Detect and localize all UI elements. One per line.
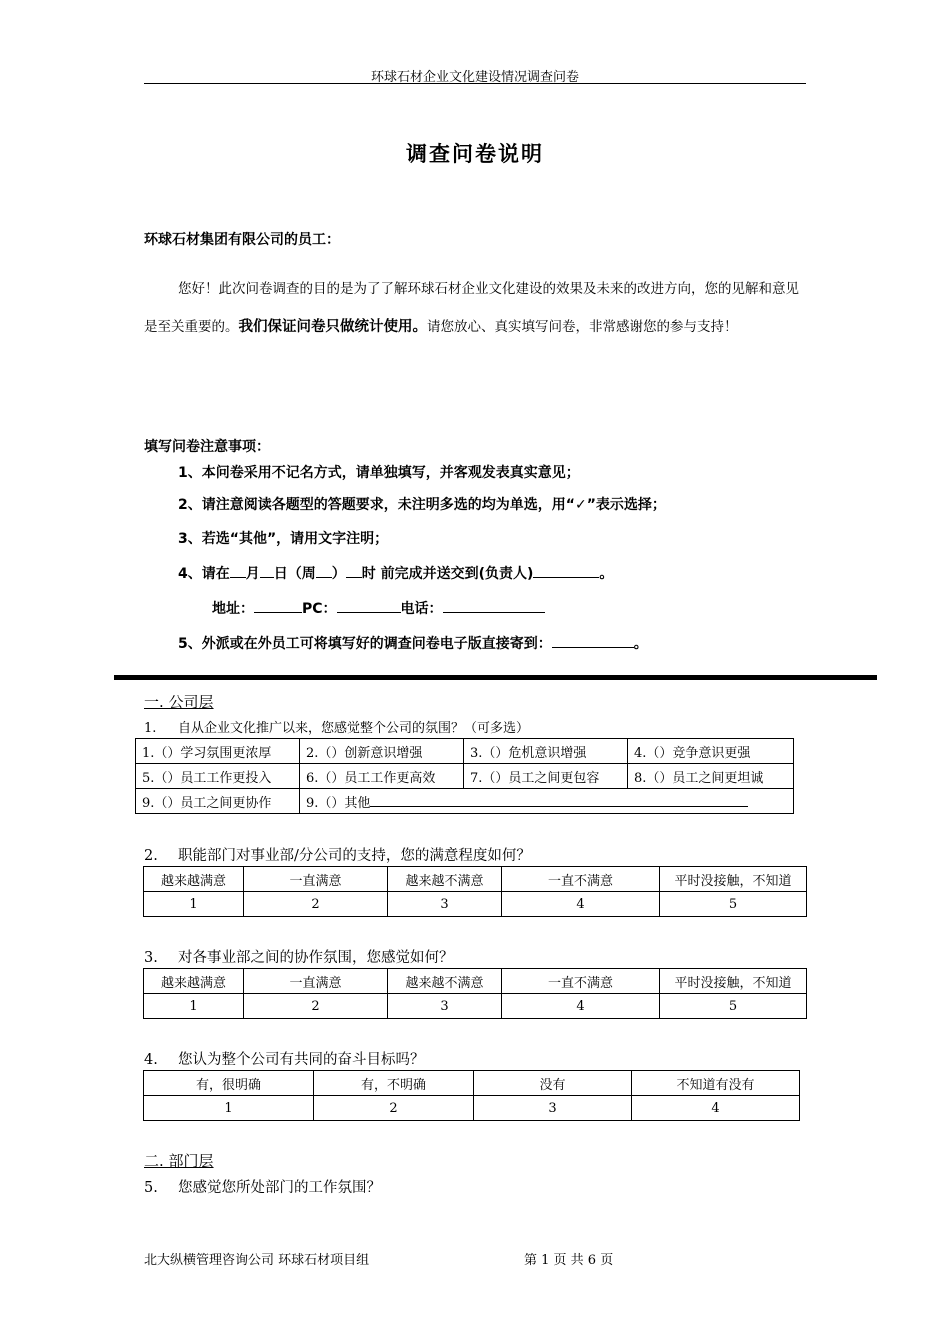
other-blank[interactable] xyxy=(370,794,748,807)
scale-label: 一直满意 xyxy=(244,867,388,892)
contact-line xyxy=(212,598,545,618)
question-1-options-last-row xyxy=(135,788,794,814)
note-4-paren-close: ） xyxy=(331,566,346,582)
scale-header-row xyxy=(144,969,807,994)
scale-label: 平时没接触，不知道 xyxy=(660,867,807,892)
scale-label: 越来越满意 xyxy=(144,867,244,892)
question-1 xyxy=(144,717,529,736)
hour-blank[interactable] xyxy=(346,563,362,578)
pc-label: PC： xyxy=(302,601,337,617)
intro-text-2: 请您放心、真实填写问卷，非常感谢您的参与支持！ xyxy=(427,319,738,335)
note-2-text-a: 2、请注意阅读各题型的答题要求，未注明多选的均为单选，用“ xyxy=(178,497,575,513)
question-3-number: 3. xyxy=(144,950,158,966)
option-cell[interactable]: 5.（）员工工作更投入 xyxy=(136,764,300,789)
scale-label: 越来越不满意 xyxy=(388,969,502,994)
question-1-text: 自从企业文化推广以来，您感觉整个公司的氛围？（可多选） xyxy=(178,721,530,736)
question-2-number: 2. xyxy=(144,848,158,864)
option-cell[interactable]: 7.（）员工之间更包容 xyxy=(464,764,628,789)
scale-label: 一直不满意 xyxy=(502,867,660,892)
scale-header-row xyxy=(144,867,807,892)
option-other-cell[interactable] xyxy=(300,789,794,814)
options-row xyxy=(136,764,794,789)
note-5 xyxy=(178,633,648,653)
note-4-end: 。 xyxy=(599,566,614,582)
scale-choice[interactable]: 1 xyxy=(144,1096,314,1121)
scale-choice[interactable]: 5 xyxy=(660,994,807,1019)
note-2 xyxy=(178,494,666,514)
question-1-options xyxy=(135,738,794,789)
scale-choice[interactable]: 5 xyxy=(660,892,807,917)
question-2-scale xyxy=(143,866,807,917)
question-2 xyxy=(144,844,531,865)
scale-label: 有，很明确 xyxy=(144,1071,314,1096)
question-4-scale xyxy=(143,1070,800,1121)
question-1-number: 1. xyxy=(144,721,157,736)
page-header: 环球石材企业文化建设情况调查问卷 xyxy=(370,70,579,85)
day-blank[interactable] xyxy=(260,563,274,578)
question-3 xyxy=(144,946,454,967)
greeting: 环球石材集团有限公司的员工： xyxy=(144,232,340,248)
scale-label: 一直满意 xyxy=(244,969,388,994)
pc-blank[interactable] xyxy=(337,598,401,613)
note-4 xyxy=(178,563,613,583)
header-divider xyxy=(144,83,806,84)
note-1: 1、本问卷采用不记名方式，请单独填写，并客观发表真实意见； xyxy=(178,465,580,481)
scale-header-row xyxy=(144,1071,800,1096)
question-3-scale xyxy=(143,968,807,1019)
option-cell[interactable]: 3.（）危机意识增强 xyxy=(464,739,628,764)
scale-label: 不知道有没有 xyxy=(632,1071,800,1096)
scale-label: 越来越不满意 xyxy=(388,867,502,892)
footer-company: 北大纵横管理咨询公司 环球石材项目组 xyxy=(144,1253,370,1268)
phone-blank[interactable] xyxy=(443,598,545,613)
address-blank[interactable] xyxy=(254,598,302,613)
question-2-text: 职能部门对事业部/分公司的支持，您的满意程度如何？ xyxy=(178,848,531,864)
note-4-text-a: 4、请在 xyxy=(178,566,230,582)
note-2-text-b: ”表示选择； xyxy=(586,497,666,513)
section-company-level: 一. 公司层 xyxy=(144,693,214,711)
email-blank[interactable] xyxy=(552,633,634,648)
question-4 xyxy=(144,1048,425,1069)
scale-label: 没有 xyxy=(474,1071,632,1096)
scale-choice[interactable]: 2 xyxy=(314,1096,474,1121)
phone-label: 电话： xyxy=(400,601,443,617)
scale-value-row xyxy=(144,892,807,917)
intro-text-1: 您好！此次问卷调查的目的是为了了解环球石材企业文化建设的效果及未来的改进方向，您的见解和意见是至关重要的。 xyxy=(144,281,799,335)
note-3: 3、若选“其他”，请用文字注明； xyxy=(178,531,389,547)
recipient-blank[interactable] xyxy=(533,563,599,578)
question-4-text: 您认为整个公司有共同的奋斗目标吗？ xyxy=(178,1052,425,1068)
scale-choice[interactable]: 2 xyxy=(244,892,388,917)
question-5-number: 5. xyxy=(144,1180,158,1196)
option-cell[interactable]: 1.（）学习氛围更浓厚 xyxy=(136,739,300,764)
note-5-text: 5、外派或在外员工可将填写好的调查问卷电子版直接寄到： xyxy=(178,636,552,652)
options-row xyxy=(136,739,794,764)
scale-value-row xyxy=(144,1096,800,1121)
checkmark-icon: ✓ xyxy=(574,497,587,513)
scale-choice[interactable]: 4 xyxy=(632,1096,800,1121)
option-cell[interactable]: 6.（）员工工作更高效 xyxy=(300,764,464,789)
option-other-label: 9.（）其他 xyxy=(306,795,371,811)
footer-page-number: 第 1 页 共 6 页 xyxy=(524,1253,614,1268)
scale-choice[interactable]: 2 xyxy=(244,994,388,1019)
scale-label: 一直不满意 xyxy=(502,969,660,994)
scale-label: 平时没接触，不知道 xyxy=(660,969,807,994)
note-5-end: 。 xyxy=(633,636,648,652)
option-cell[interactable]: 9.（）员工之间更协作 xyxy=(136,789,300,814)
scale-choice[interactable]: 4 xyxy=(502,994,660,1019)
scale-choice[interactable]: 1 xyxy=(144,892,244,917)
document-title: 调查问卷说明 xyxy=(406,142,544,166)
intro-paragraph xyxy=(144,270,808,346)
options-row xyxy=(136,789,794,814)
option-cell[interactable]: 4.（）竞争意识更强 xyxy=(628,739,794,764)
scale-choice[interactable]: 3 xyxy=(474,1096,632,1121)
intro-bold-statement: 我们保证问卷只做统计使用。 xyxy=(238,319,427,335)
notes-title: 填写问卷注意事项： xyxy=(144,439,270,455)
option-cell[interactable]: 8.（）员工之间更坦诚 xyxy=(628,764,794,789)
section-department-level: 二. 部门层 xyxy=(144,1152,214,1170)
month-blank[interactable] xyxy=(230,563,246,578)
address-label: 地址： xyxy=(212,601,254,617)
note-4-day-label: 日（周 xyxy=(273,566,316,582)
scale-choice[interactable]: 4 xyxy=(502,892,660,917)
scale-label: 越来越满意 xyxy=(144,969,244,994)
section-divider xyxy=(114,675,877,680)
note-4-text-e: 时 前完成并送交到(负责人) xyxy=(361,566,534,582)
note-4-month-label: 月 xyxy=(245,566,260,582)
option-cell[interactable]: 2.（）创新意识增强 xyxy=(300,739,464,764)
scale-label: 有，不明确 xyxy=(314,1071,474,1096)
question-5-text: 您感觉您所处部门的工作氛围？ xyxy=(178,1180,381,1196)
question-3-text: 对各事业部之间的协作氛围，您感觉如何？ xyxy=(178,950,454,966)
scale-choice[interactable]: 3 xyxy=(388,994,502,1019)
scale-value-row xyxy=(144,994,807,1019)
scale-choice[interactable]: 3 xyxy=(388,892,502,917)
scale-choice[interactable]: 1 xyxy=(144,994,244,1019)
weekday-blank[interactable] xyxy=(316,563,332,578)
question-5 xyxy=(144,1176,381,1197)
question-4-number: 4. xyxy=(144,1052,158,1068)
